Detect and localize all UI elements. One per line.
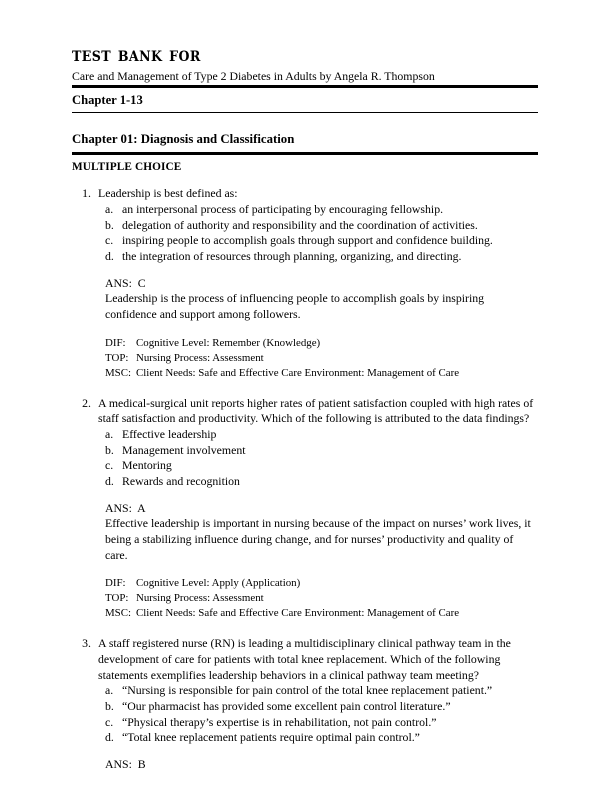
option-text: Management involvement <box>122 442 246 457</box>
answer-rationale: Effective leadership is important in nursing because of the impact on nurses’ work lives, it being a stabilizing influence during change, and for nurses’ productivity and quality of care. <box>105 516 531 562</box>
option-text: Effective leadership <box>122 426 217 441</box>
answer-label: ANS: <box>105 500 132 515</box>
answer-line <box>105 757 538 773</box>
chapter-heading: Chapter 01: Diagnosis and Classification <box>72 132 295 147</box>
question-number: 1. <box>82 186 91 201</box>
answer-option[interactable] <box>105 427 538 443</box>
metadata-key: TOP: <box>105 351 129 364</box>
answer-option[interactable] <box>105 699 538 715</box>
header-rule-thin <box>72 112 538 113</box>
option-letter: d. <box>105 730 114 745</box>
metadata-key: DIF: <box>105 336 126 349</box>
question-number: 3. <box>82 636 91 651</box>
option-text: Rewards and recognition <box>122 473 240 488</box>
answer-value: A <box>137 500 146 515</box>
option-text: Mentoring <box>122 458 172 473</box>
metadata-key: DIF: <box>105 577 126 590</box>
answer-line <box>105 276 538 292</box>
option-text: delegation of authority and responsibility and the coordination of activities. <box>122 217 478 232</box>
question-stem-row <box>72 186 538 202</box>
answer-option[interactable] <box>105 683 538 699</box>
document-header <box>72 44 538 174</box>
question-text: A medical-surgical unit reports higher rates of patient satisfaction coupled with high rates of staff satisfaction and productivity. Which of the following is attributed to the data findings? <box>98 395 534 426</box>
answer-option[interactable] <box>105 458 538 474</box>
option-text: “Our pharmacist has provided some excellent pain control literature.” <box>122 698 451 713</box>
answer-block <box>105 757 538 773</box>
header-rule-thick-bottom <box>72 152 538 155</box>
question-text: A staff registered nurse (RN) is leading a multidisciplinary clinical pathway team in the development of care for patients with total knee replacement. Which of the following statements exemplifies leadership behaviors in a clinical pathway team meeting? <box>98 636 511 682</box>
answer-option[interactable] <box>105 218 538 234</box>
metadata-row <box>105 336 538 351</box>
question-item <box>72 186 538 380</box>
answer-value: B <box>137 757 146 771</box>
answer-options <box>105 683 538 746</box>
option-letter: c. <box>105 233 114 248</box>
option-text: an interpersonal process of participating by encouraging fellowship. <box>122 201 444 216</box>
answer-option[interactable] <box>105 730 538 746</box>
option-text: the integration of resources through planning, organizing, and directing. <box>122 248 462 263</box>
question-item <box>72 636 538 773</box>
metadata-key: MSC: <box>105 366 132 379</box>
option-letter: a. <box>105 426 114 441</box>
document-subtitle: Care and Management of Type 2 Diabetes in Adults by Angela R. Thompson <box>72 68 435 83</box>
answer-option[interactable] <box>105 474 538 490</box>
option-letter: d. <box>105 473 114 488</box>
option-letter: c. <box>105 714 114 729</box>
questions-list <box>72 186 538 773</box>
question-metadata <box>105 576 538 621</box>
metadata-row <box>105 366 538 381</box>
option-letter: a. <box>105 683 114 698</box>
metadata-value: Client Needs: Safe and Effective Care Environment: Management of Care <box>136 366 460 379</box>
option-letter: b. <box>105 442 114 457</box>
metadata-row <box>105 576 538 591</box>
answer-option[interactable] <box>105 233 538 249</box>
metadata-value: Client Needs: Safe and Effective Care Environment: Management of Care <box>136 607 460 620</box>
answer-options <box>105 202 538 265</box>
answer-option[interactable] <box>105 202 538 218</box>
option-letter: a. <box>105 201 114 216</box>
question-number: 2. <box>82 395 91 410</box>
question-text: Leadership is best defined as: <box>98 186 238 201</box>
metadata-row <box>105 351 538 366</box>
option-text: “Physical therapy’s expertise is in rehabilitation, not pain control.” <box>122 714 437 729</box>
metadata-value: Nursing Process: Assessment <box>136 351 264 364</box>
chapter-range: Chapter 1-13 <box>72 93 143 108</box>
answer-option[interactable] <box>105 715 538 731</box>
answer-option[interactable] <box>105 443 538 459</box>
answer-value: C <box>137 275 146 290</box>
question-metadata <box>105 336 538 381</box>
answer-line <box>105 501 538 517</box>
answer-label: ANS: <box>105 757 132 771</box>
metadata-row <box>105 591 538 606</box>
metadata-key: MSC: <box>105 607 132 620</box>
option-letter: b. <box>105 698 114 713</box>
option-letter: d. <box>105 248 114 263</box>
option-letter: c. <box>105 458 114 473</box>
answer-block <box>105 276 538 323</box>
option-letter: b. <box>105 217 114 232</box>
answer-options <box>105 427 538 490</box>
metadata-row <box>105 606 538 621</box>
metadata-value: Cognitive Level: Apply (Application) <box>136 577 301 590</box>
metadata-key: TOP: <box>105 592 129 605</box>
answer-option[interactable] <box>105 249 538 265</box>
answer-label: ANS: <box>105 275 132 290</box>
option-text: “Nursing is responsible for pain control of the total knee replacement patient.” <box>122 683 493 698</box>
metadata-value: Cognitive Level: Remember (Knowledge) <box>136 336 321 349</box>
metadata-value: Nursing Process: Assessment <box>136 592 264 605</box>
answer-block <box>105 501 538 564</box>
question-stem-row <box>72 636 538 683</box>
section-label-multiple-choice: MULTIPLE CHOICE <box>72 160 182 173</box>
answer-rationale: Leadership is the process of influencing people to accomplish goals by inspiring confidence and support among followers. <box>105 291 485 321</box>
question-stem-row <box>72 396 538 427</box>
option-text: “Total knee replacement patients require optimal pain control.” <box>122 730 420 745</box>
header-rule-thick-top <box>72 85 538 88</box>
document-title: test bank for <box>72 42 201 66</box>
question-item <box>72 396 538 622</box>
option-text: inspiring people to accomplish goals through support and confidence building. <box>122 233 493 248</box>
